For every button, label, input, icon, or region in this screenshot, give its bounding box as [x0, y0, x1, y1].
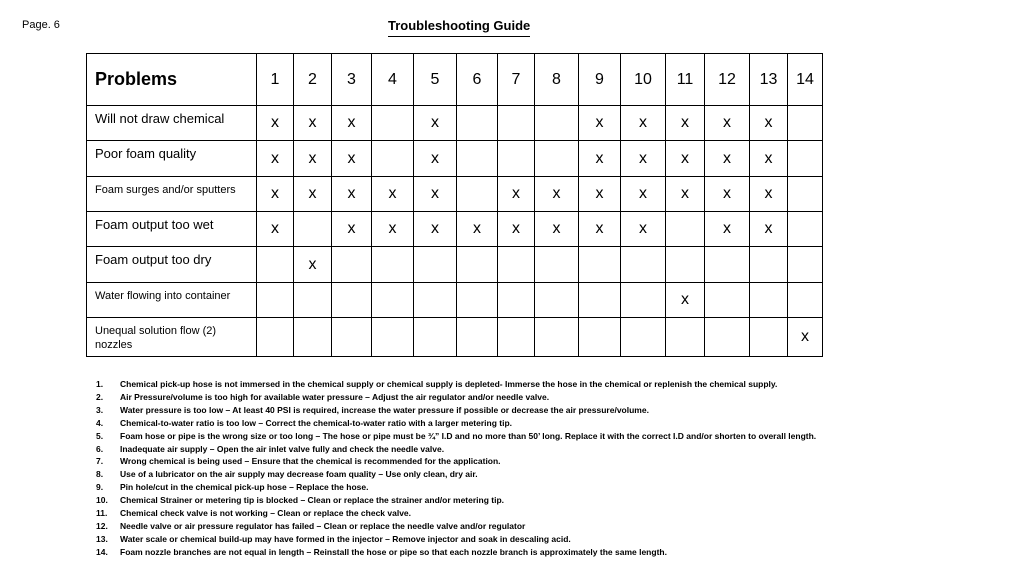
- mark-cell: [535, 247, 579, 283]
- mark-cell: [788, 247, 823, 283]
- remedy-item: [96, 455, 896, 468]
- remedies-list: [96, 378, 896, 559]
- column-header: 7: [498, 54, 535, 106]
- remedy-text: Pin hole/cut in the chemical pick-up hose – Replace the hose.: [120, 482, 369, 493]
- mark-cell: x: [621, 141, 666, 177]
- page-number: Page. 6: [22, 19, 60, 31]
- remedy-text: Wrong chemical is being used – Ensure that the chemical is recommended for the application.: [120, 456, 501, 467]
- mark-cell: x: [705, 212, 750, 247]
- mark-cell: [666, 318, 705, 357]
- remedy-number: 4.: [96, 417, 104, 428]
- mark-cell: [750, 247, 788, 283]
- mark-cell: x: [666, 141, 705, 177]
- mark-cell: [579, 318, 621, 357]
- mark-cell: [788, 283, 823, 318]
- table-row: [87, 177, 823, 212]
- mark-cell: x: [750, 106, 788, 141]
- mark-cell: [498, 247, 535, 283]
- mark-cell: x: [498, 177, 535, 212]
- remedy-text: Chemical check valve is not working – Clean or replace the check valve.: [120, 508, 412, 519]
- remedy-number: 1.: [96, 379, 104, 389]
- mark-cell: x: [579, 141, 621, 177]
- column-header: 8: [535, 54, 579, 106]
- column-header: 14: [788, 54, 823, 106]
- remedy-number: 13.: [96, 533, 108, 544]
- mark-cell: [579, 283, 621, 318]
- column-header: 4: [372, 54, 414, 106]
- page-title: Troubleshooting Guide: [388, 18, 530, 37]
- mark-cell: [788, 212, 823, 247]
- mark-cell: x: [414, 177, 457, 212]
- remedy-text: Chemical-to-water ratio is too low – Correct the chemical-to-water ratio with a larger metering tip.: [120, 417, 513, 428]
- remedy-text: Water pressure is too low – At least 40 PSI is required, increase the water pressure if possible or decrease the air pressure/volume.: [120, 404, 649, 415]
- mark-cell: [294, 212, 332, 247]
- mark-cell: x: [257, 106, 294, 141]
- mark-cell: [498, 283, 535, 318]
- table-row: [87, 106, 823, 141]
- mark-cell: x: [535, 212, 579, 247]
- mark-cell: x: [332, 177, 372, 212]
- mark-cell: [457, 247, 498, 283]
- mark-cell: x: [750, 177, 788, 212]
- mark-cell: x: [414, 141, 457, 177]
- mark-cell: x: [579, 106, 621, 141]
- mark-cell: x: [372, 177, 414, 212]
- remedy-text: Foam nozzle branches are not equal in length – Reinstall the hose or pipe so that each nozzle branch is approximately the same length.: [120, 546, 667, 557]
- mark-cell: [666, 212, 705, 247]
- mark-cell: x: [372, 212, 414, 247]
- mark-cell: [705, 283, 750, 318]
- mark-cell: [535, 141, 579, 177]
- remedy-number: 7.: [96, 456, 104, 467]
- mark-cell: [414, 318, 457, 357]
- mark-cell: [621, 283, 666, 318]
- mark-cell: [372, 247, 414, 283]
- mark-cell: x: [666, 106, 705, 141]
- mark-cell: [414, 283, 457, 318]
- remedy-item: [96, 546, 896, 559]
- problem-label: Poor foam quality: [87, 141, 257, 177]
- mark-cell: [788, 106, 823, 141]
- mark-cell: x: [535, 177, 579, 212]
- mark-cell: x: [621, 212, 666, 247]
- remedy-number: 11.: [96, 508, 108, 519]
- mark-cell: x: [332, 141, 372, 177]
- mark-cell: x: [457, 212, 498, 247]
- mark-cell: [750, 318, 788, 357]
- mark-cell: x: [666, 177, 705, 212]
- mark-cell: [457, 177, 498, 212]
- column-header: 6: [457, 54, 498, 106]
- mark-cell: x: [621, 177, 666, 212]
- mark-cell: [498, 141, 535, 177]
- mark-cell: x: [294, 247, 332, 283]
- mark-cell: [705, 247, 750, 283]
- mark-cell: x: [579, 177, 621, 212]
- mark-cell: [788, 141, 823, 177]
- mark-cell: x: [332, 106, 372, 141]
- column-header: 3: [332, 54, 372, 106]
- remedy-number: 6.: [96, 443, 104, 454]
- mark-cell: [372, 283, 414, 318]
- column-header: 10: [621, 54, 666, 106]
- mark-cell: x: [705, 141, 750, 177]
- table-row: [87, 212, 823, 247]
- mark-cell: x: [750, 141, 788, 177]
- mark-cell: x: [705, 106, 750, 141]
- remedy-item: [96, 481, 896, 494]
- remedy-number: 12.: [96, 520, 108, 531]
- mark-cell: x: [579, 212, 621, 247]
- mark-cell: x: [414, 212, 457, 247]
- problem-label: Foam output too wet: [87, 212, 257, 247]
- remedy-text: Needle valve or air pressure regulator has failed – Clean or replace the needle valve and/or regulator: [120, 520, 526, 531]
- mark-cell: [621, 247, 666, 283]
- mark-cell: [457, 318, 498, 357]
- remedy-number: 3.: [96, 404, 104, 415]
- problems-header: Problems: [87, 54, 257, 106]
- remedy-item: [96, 494, 896, 507]
- mark-cell: [257, 283, 294, 318]
- remedy-text: Foam hose or pipe is the wrong size or too long – The hose or pipe must be ¾” I.D and no more than 50’ long. Replace it with the correct I.D and/or shorten to overall length.: [120, 430, 817, 441]
- remedy-number: 14.: [96, 546, 108, 557]
- remedy-text: Air Pressure/volume is too high for available water pressure – Adjust the air regulator and/or needle valve.: [120, 391, 550, 402]
- column-header: 1: [257, 54, 294, 106]
- mark-cell: [414, 247, 457, 283]
- mark-cell: [332, 318, 372, 357]
- table-row: [87, 318, 823, 357]
- problem-label: Foam output too dry: [87, 247, 257, 283]
- mark-cell: [535, 106, 579, 141]
- mark-cell: [535, 318, 579, 357]
- mark-cell: [457, 283, 498, 318]
- mark-cell: x: [294, 106, 332, 141]
- mark-cell: x: [621, 106, 666, 141]
- remedy-item: [96, 468, 896, 481]
- troubleshooting-table: [86, 53, 823, 357]
- mark-cell: x: [294, 141, 332, 177]
- mark-cell: [457, 106, 498, 141]
- mark-cell: [579, 247, 621, 283]
- remedy-number: 9.: [96, 482, 104, 493]
- remedy-item: [96, 378, 896, 391]
- column-header: 12: [705, 54, 750, 106]
- remedy-number: 8.: [96, 469, 104, 480]
- mark-cell: [788, 177, 823, 212]
- mark-cell: [372, 106, 414, 141]
- remedy-item: [96, 443, 896, 456]
- mark-cell: x: [257, 177, 294, 212]
- table-row: [87, 247, 823, 283]
- mark-cell: [666, 247, 705, 283]
- mark-cell: [498, 106, 535, 141]
- remedy-number: 10.: [96, 495, 108, 506]
- mark-cell: [621, 318, 666, 357]
- mark-cell: x: [294, 177, 332, 212]
- mark-cell: x: [788, 318, 823, 357]
- column-header: 9: [579, 54, 621, 106]
- remedy-text: Chemical pick-up hose is not immersed in the chemical supply or chemical supply is depleted- Immerse the hose in the chemical or replenish the chemical supply.: [120, 379, 778, 389]
- remedy-text: Water scale or chemical build-up may have formed in the injector – Remove injector and soak in descaling acid.: [120, 533, 571, 544]
- remedy-number: 2.: [96, 391, 104, 402]
- mark-cell: x: [257, 141, 294, 177]
- mark-cell: [372, 141, 414, 177]
- remedy-item: [96, 430, 896, 443]
- problem-label: Water flowing into container: [87, 283, 257, 318]
- table-row: [87, 283, 823, 318]
- remedy-item: [96, 417, 896, 430]
- mark-cell: x: [414, 106, 457, 141]
- column-header: 2: [294, 54, 332, 106]
- mark-cell: [457, 141, 498, 177]
- mark-cell: [332, 247, 372, 283]
- mark-cell: x: [332, 212, 372, 247]
- remedy-text: Chemical Strainer or metering tip is blocked – Clean or replace the strainer and/or metering tip.: [120, 495, 505, 506]
- mark-cell: [294, 283, 332, 318]
- mark-cell: x: [257, 212, 294, 247]
- remedy-item: [96, 533, 896, 546]
- remedy-item: [96, 404, 896, 417]
- mark-cell: [372, 318, 414, 357]
- mark-cell: x: [498, 212, 535, 247]
- mark-cell: [750, 283, 788, 318]
- column-header: 11: [666, 54, 705, 106]
- mark-cell: [498, 318, 535, 357]
- remedy-text: Use of a lubricator on the air supply may decrease foam quality – Use only clean, dry air.: [120, 469, 478, 480]
- mark-cell: [294, 318, 332, 357]
- mark-cell: [535, 283, 579, 318]
- mark-cell: [332, 283, 372, 318]
- mark-cell: x: [705, 177, 750, 212]
- mark-cell: [705, 318, 750, 357]
- column-header: 5: [414, 54, 457, 106]
- problem-label: Unequal solution flow (2) nozzles: [87, 318, 257, 357]
- remedy-item: [96, 520, 896, 533]
- problem-label: Will not draw chemical: [87, 106, 257, 141]
- mark-cell: [257, 247, 294, 283]
- remedy-item: [96, 507, 896, 520]
- mark-cell: x: [666, 283, 705, 318]
- table-row: [87, 141, 823, 177]
- mark-cell: [257, 318, 294, 357]
- problem-label: Foam surges and/or sputters: [87, 177, 257, 212]
- mark-cell: x: [750, 212, 788, 247]
- remedy-item: [96, 391, 896, 404]
- remedy-text: Inadequate air supply – Open the air inlet valve fully and check the needle valve.: [120, 443, 445, 454]
- column-header: 13: [750, 54, 788, 106]
- remedy-number: 5.: [96, 430, 104, 441]
